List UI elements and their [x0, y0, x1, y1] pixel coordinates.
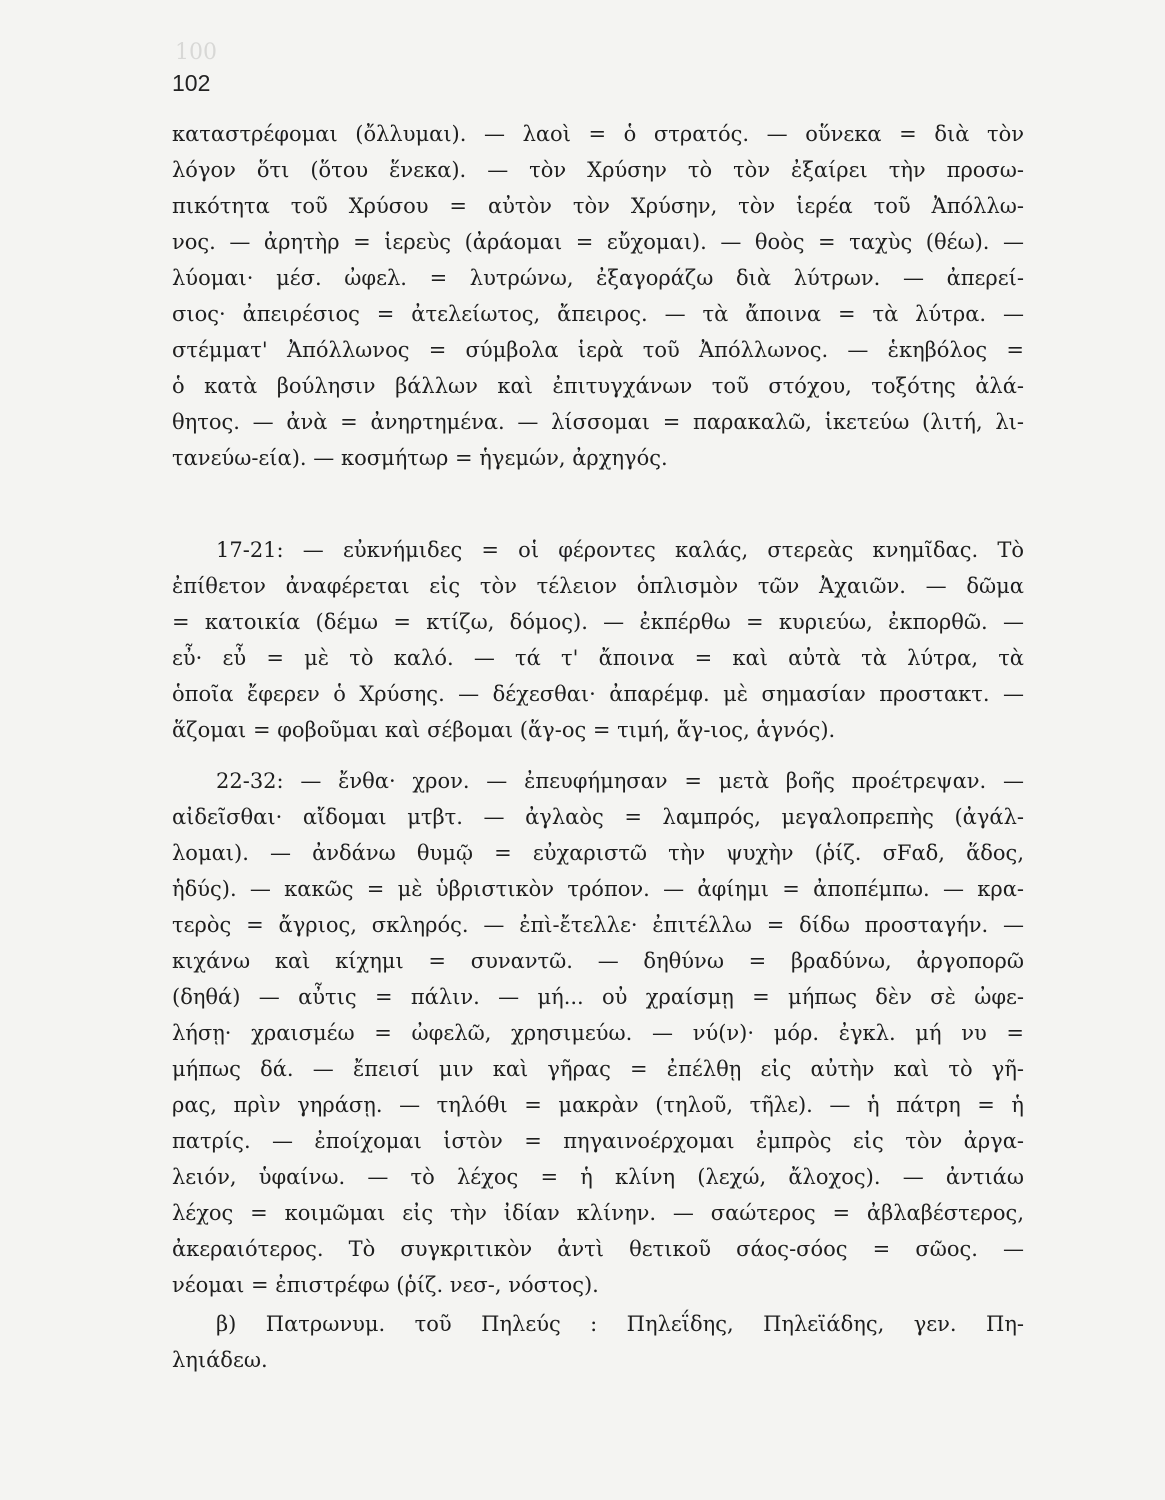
text-line: λέχος = κοιμῶμαι εἰς τὴν ἰδίαν κλίνην. — σαώτερος = ἀβλαβέστερος, — [172, 1201, 1024, 1225]
page-number: 102 — [172, 70, 211, 96]
text-line: ἡδύς). — κακῶς = μὲ ὑβριστικὸν τρόπον. — ἀφίημι = ἀποπέμπω. — κρα- — [172, 877, 1024, 901]
text-line: λειόν, ὑφαίνω. — τὸ λέχος = ἡ κλίνη (λεχώ, ἄλοχος). — ἀντιάω — [172, 1165, 1024, 1189]
paragraph-patronymic — [172, 1306, 1024, 1378]
text-line: ἀκεραιότερος. Τὸ συγκριτικὸν ἀντὶ θετικοῦ σάος-σόος = σῶος. — — [172, 1237, 1024, 1261]
text-line: = κατοικία (δέμω = κτίζω, δόμος). — ἐκπέρθω = κυριεύω, ἐκπορθῶ. — — [172, 610, 1024, 634]
text-line: (δηθά) — αὖτις = πάλιν. — μή... οὐ χραίσμῃ = μήπως δὲν σὲ ὠφε- — [172, 985, 1024, 1009]
text-line: τανεύω-εία). — κοσμήτωρ = ἡγεμών, ἀρχηγός. — [172, 446, 668, 470]
text-line: καταστρέφομαι (ὄλλυμαι). — λαοὶ = ὁ στρατός. — οὕνεκα = διὰ τὸν — [172, 122, 1024, 146]
text-line: λόγον ὅτι (ὅτου ἕνεκα). — τὸν Χρύσην τὸ τὸν ἐξαίρει τὴν προσω- — [172, 158, 1024, 182]
text-line: ὁ κατὰ βούλησιν βάλλων καὶ ἐπιτυγχάνων τοῦ στόχου, τοξότης ἀλά- — [172, 374, 1024, 398]
paragraph-verses-22-32 — [172, 763, 1024, 1303]
paragraph-verses-17-21 — [172, 532, 1024, 748]
text-line: ἐπίθετον ἀναφέρεται εἰς τὸν τέλειον ὁπλισμὸν τῶν Ἀχαιῶν. — δῶμα — [172, 574, 1024, 598]
text-line: στέμματ' Ἀπόλλωνος = σύμβολα ἱερὰ τοῦ Ἀπόλλωνος. — ἑκηβόλος = — [172, 338, 1024, 362]
text-line: 17-21: — εὐκνήμιδες = οἱ φέροντες καλάς, στερεὰς κνημῖδας. Τὸ — [216, 538, 1024, 562]
text-line: λομαι). — ἀνδάνω θυμῷ = εὐχαριστῶ τὴν ψυχὴν (ῥίζ. σFαδ, ἅδος, — [172, 841, 1024, 865]
text-line: ρας, πρὶν γηράσῃ. — τηλόθι = μακρὰν (τηλοῦ, τῆλε). — ἡ πάτρη = ἡ — [172, 1093, 1024, 1117]
text-line: σιος· ἀπειρέσιος = ἀτελείωτος, ἄπειρος. — τὰ ἄποινα = τὰ λύτρα. — — [172, 302, 1024, 326]
text-line: κιχάνω καὶ κίχημι = συναντῶ. — δηθύνω = βραδύνω, ἀργοπορῶ — [172, 949, 1024, 973]
text-line: θητος. — ἀνὰ = ἀνηρτημένα. — λίσσομαι = παρακαλῶ, ἱκετεύω (λιτή, λι- — [172, 410, 1024, 434]
text-line: πικότητα τοῦ Χρύσου = αὐτὸν τὸν Χρύσην, τὸν ἱερέα τοῦ Ἀπόλλω- — [172, 194, 1024, 218]
text-line: λύομαι· μέσ. ὠφελ. = λυτρώνω, ἐξαγοράζω διὰ λύτρων. — ἀπερεί- — [172, 266, 1024, 290]
text-line: ληιάδεω. — [172, 1348, 268, 1372]
text-line: αἰδεῖσθαι· αἴδομαι μτβτ. — ἀγλαὸς = λαμπρός, μεγαλοπρεπὴς (ἀγάλ- — [172, 805, 1024, 829]
text-line: νος. — ἀρητὴρ = ἱερεὺς (ἀράομαι = εὔχομαι). — θοὸς = ταχὺς (θέω). — — [172, 230, 1024, 254]
paragraph-lexicon-notes-1 — [172, 116, 1024, 476]
text-line: ἅζομαι = φοβοῦμαι καὶ σέβομαι (ἅγ-ος = τιμή, ἅγ-ιος, ἁγνός). — [172, 718, 836, 742]
text-line: 22-32: — ἔνθα· χρον. — ἐπευφήμησαν = μετὰ βοῆς προέτρεψαν. — — [216, 769, 1024, 793]
text-line: β) Πατρωνυμ. τοῦ Πηλεύς : Πηλεΐδης, Πηλεϊάδης, γεν. Πη- — [216, 1312, 1024, 1336]
text-line: λήσῃ· χραισμέω = ὠφελῶ, χρησιμεύω. — νύ(ν)· μόρ. ἐγκλ. μή νυ = — [172, 1021, 1024, 1045]
text-line: ὁποῖα ἔφερεν ὁ Χρύσης. — δέχεσθαι· ἀπαρέμφ. μὲ σημασίαν προστακτ. — — [172, 682, 1024, 706]
text-line: εὖ· εὖ = μὲ τὸ καλό. — τά τ' ἄποινα = καὶ αὐτὰ τὰ λύτρα, τὰ — [172, 646, 1024, 670]
text-line: τερὸς = ἄγριος, σκληρός. — ἐπὶ-ἔτελλε· ἐπιτέλλω = δίδω προσταγήν. — — [172, 913, 1024, 937]
text-line: πατρίς. — ἐποίχομαι ἱστὸν = πηγαινοέρχομαι ἐμπρὸς εἰς τὸν ἀργα- — [172, 1129, 1024, 1153]
text-line: νέομαι = ἐπιστρέφω (ῥίζ. νεσ-, νόστος). — [172, 1273, 599, 1297]
bleed-through-page-number: 100 — [175, 40, 217, 65]
text-line: μήπως δά. — ἔπεισί μιν καὶ γῆρας = ἐπέλθῃ εἰς αὐτὴν καὶ τὸ γῆ- — [172, 1057, 1024, 1081]
